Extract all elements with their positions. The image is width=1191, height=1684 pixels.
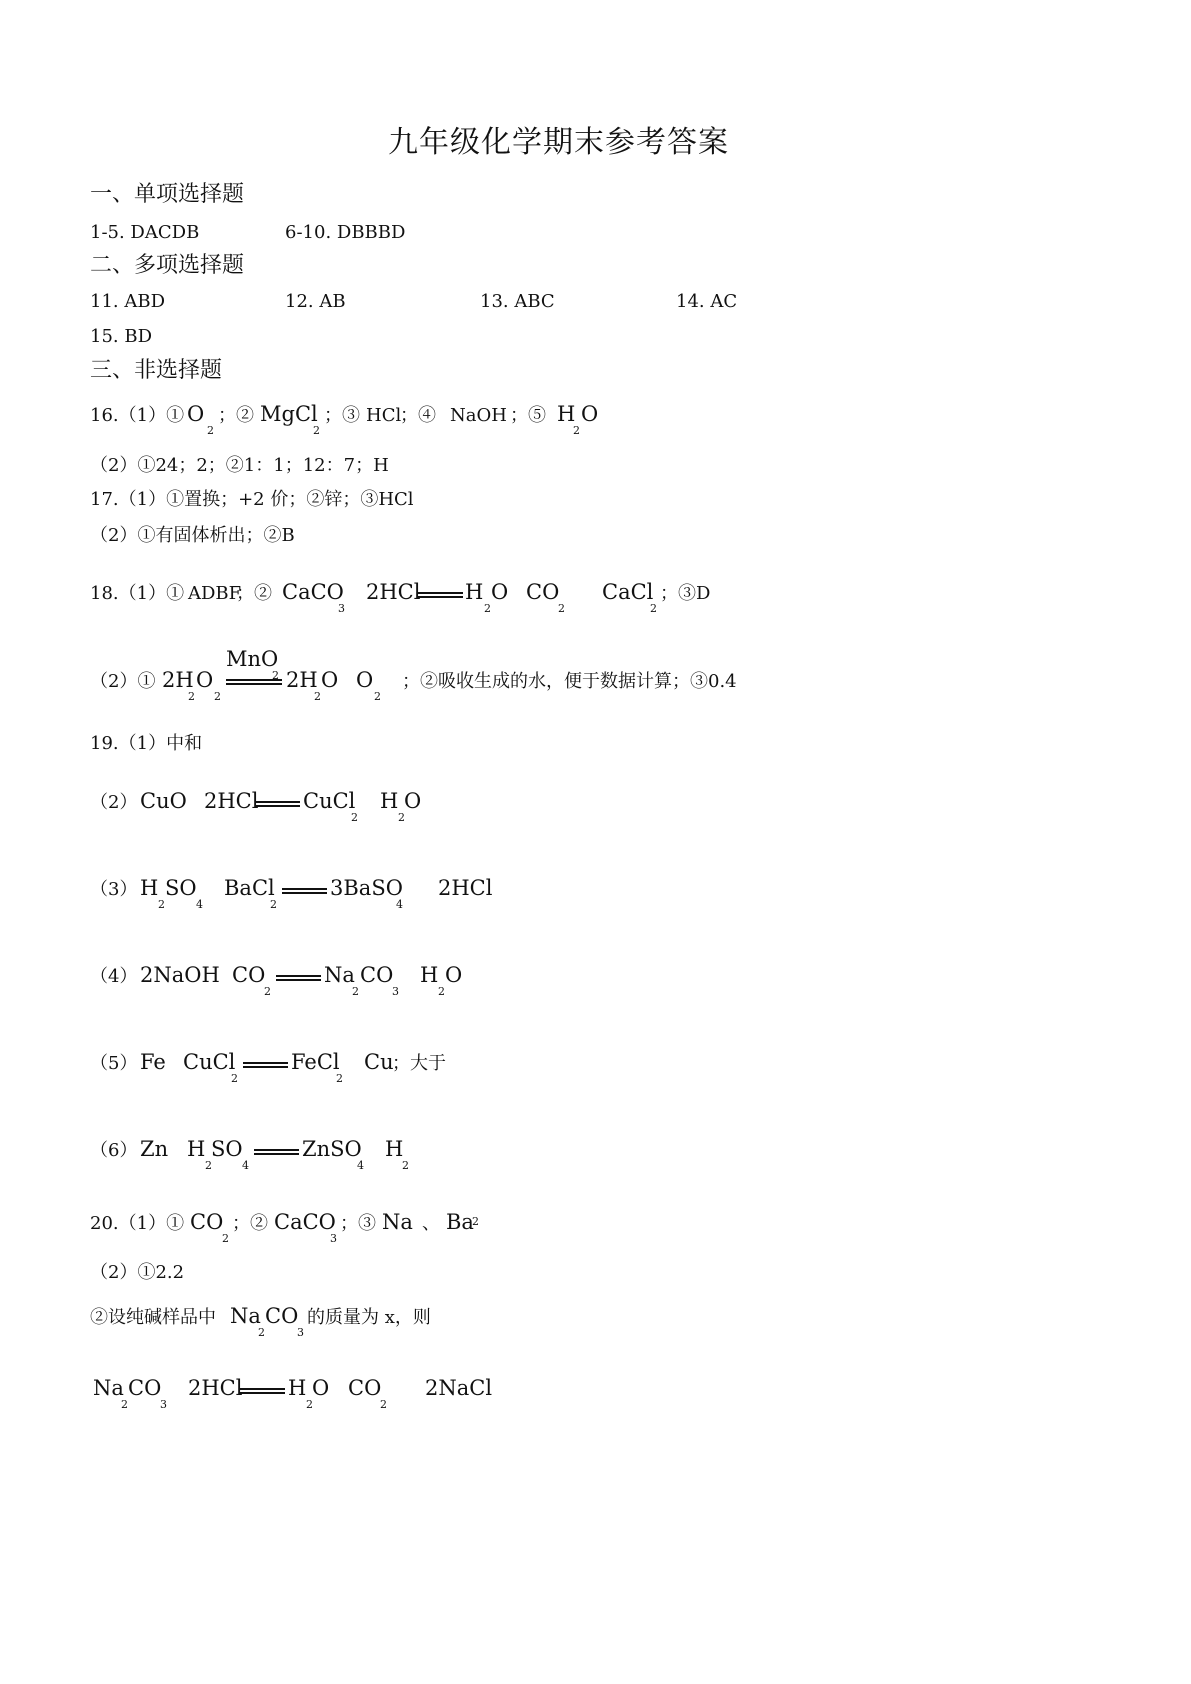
- separator: ；②: [218, 405, 254, 426]
- q20-number: 20.（1）①: [90, 1213, 185, 1234]
- catalyst-mno: MnO: [226, 647, 279, 671]
- formula-h: H: [385, 1137, 404, 1161]
- formula-h: H: [187, 1137, 206, 1161]
- subscript: 2: [258, 1326, 265, 1339]
- section-heading-single-choice: 一、单项选择题: [90, 182, 245, 207]
- formula-co: CO: [265, 1304, 299, 1328]
- equals-sign: [417, 592, 463, 598]
- subscript: 4: [242, 1159, 249, 1172]
- formula-co: CO: [526, 580, 560, 604]
- separator: 、: [422, 1213, 440, 1234]
- formula-so: SO: [165, 876, 197, 900]
- formula-cucl: CuCl: [183, 1050, 236, 1074]
- q19-label-6: （6）: [90, 1140, 138, 1161]
- subscript: 4: [396, 898, 403, 911]
- subscript: 2: [380, 1398, 387, 1411]
- subscript: 2: [398, 811, 405, 824]
- formula-cucl: CuCl: [303, 789, 356, 813]
- separator: ；②: [232, 1213, 268, 1234]
- formula-2hcl: 2HCl: [204, 789, 259, 813]
- subscript: 2: [438, 985, 445, 998]
- section-heading-multi-choice: 二、多项选择题: [90, 253, 245, 278]
- formula-znso: ZnSO: [302, 1137, 362, 1161]
- q18-end: ；③D: [660, 583, 711, 604]
- formula-o: O: [321, 668, 339, 692]
- formula-o: O: [491, 580, 509, 604]
- formula-o: O: [445, 963, 463, 987]
- subscript: 2: [351, 811, 358, 824]
- equals-sign: [255, 801, 300, 807]
- formula-o: O: [581, 402, 599, 426]
- answer-14: 14. AC: [676, 291, 738, 312]
- subscript: 2: [650, 602, 657, 615]
- subscript: 2: [306, 1398, 313, 1411]
- subscript: 3: [338, 602, 345, 615]
- formula-cuo: CuO: [140, 789, 187, 813]
- formula-2h: 2H: [162, 668, 194, 692]
- separator: ；②: [236, 583, 272, 604]
- equals-sign: [276, 975, 321, 981]
- answer-6-10: 6-10. DBBBD: [285, 222, 406, 243]
- formula-3baso: 3BaSO: [330, 876, 403, 900]
- formula-h: H: [380, 789, 399, 813]
- subscript: 2: [573, 424, 580, 437]
- q17-part1: 17.（1）①置换；+2 价；②锌；③HCl: [90, 489, 414, 510]
- q19-part5-end: ；大于: [392, 1053, 446, 1074]
- formula-o: O: [196, 668, 214, 692]
- subscript: 2: [374, 690, 381, 703]
- q20-text-b: 的质量为 x，则: [307, 1307, 431, 1328]
- subscript: 2: [272, 669, 279, 682]
- answer-13: 13. ABC: [480, 291, 555, 312]
- formula-naoh: NaOH: [450, 405, 507, 426]
- q16-part2: （2）①24；2；②1：1；12：7；H: [90, 455, 389, 476]
- equals-sign: [254, 1149, 299, 1155]
- subscript: 3: [392, 985, 399, 998]
- formula-2hcl: 2HCl: [366, 580, 421, 604]
- equals-sign: [240, 1388, 285, 1394]
- formula-na: Na: [230, 1304, 261, 1328]
- separator: ；③: [340, 1213, 376, 1234]
- subscript: 2: [207, 424, 214, 437]
- subscript: 3: [297, 1326, 304, 1339]
- answer-adbf: ADBF: [188, 583, 242, 604]
- formula-co: CO: [190, 1210, 224, 1234]
- formula-o: O: [187, 402, 205, 426]
- formula-caco: CaCO: [274, 1210, 336, 1234]
- answer-11: 11. ABD: [90, 291, 166, 312]
- subscript: 4: [196, 898, 203, 911]
- formula-cacl: CaCl: [602, 580, 654, 604]
- formula-h: H: [288, 1376, 307, 1400]
- q20-part2: （2）①2.2: [90, 1262, 185, 1283]
- formula-o: O: [356, 668, 374, 692]
- formula-co: CO: [360, 963, 394, 987]
- formula-o: O: [404, 789, 422, 813]
- q20-text-a: ②设纯碱样品中: [90, 1307, 216, 1328]
- q19-label-3: （3）: [90, 879, 138, 900]
- q19-part1: 19.（1）中和: [90, 733, 203, 754]
- page-title: 九年级化学期末参考答案: [388, 125, 729, 160]
- formula-h: H: [465, 580, 484, 604]
- subscript: 2: [558, 602, 565, 615]
- separator: ；③: [324, 405, 360, 426]
- formula-ba: Ba: [446, 1210, 474, 1234]
- formula-na: Na: [93, 1376, 124, 1400]
- subscript: 4: [357, 1159, 364, 1172]
- subscript: 2: [314, 690, 321, 703]
- equals-sign: [243, 1062, 288, 1068]
- formula-2naoh: 2NaOH: [140, 963, 220, 987]
- formula-so: SO: [211, 1137, 243, 1161]
- q18-part2-label: （2）①: [90, 671, 156, 692]
- formula-o: O: [312, 1376, 330, 1400]
- formula-fe: Fe: [140, 1050, 166, 1074]
- formula-2h: 2H: [286, 668, 318, 692]
- subscript: 2: [313, 424, 320, 437]
- formula-bacl: BaCl: [224, 876, 275, 900]
- q18-number: 18.（1）①: [90, 583, 185, 604]
- equals-sign: [282, 888, 327, 894]
- subscript: 2: [264, 985, 271, 998]
- formula-h: H: [140, 876, 159, 900]
- formula-2nacl: 2NaCl: [425, 1376, 493, 1400]
- separator: ；⑤: [510, 405, 546, 426]
- formula-h: H: [557, 402, 576, 426]
- equals-sign: [226, 679, 282, 685]
- q19-label-4: （4）: [90, 966, 138, 987]
- formula-co: CO: [348, 1376, 382, 1400]
- superscript: 2: [472, 1215, 479, 1228]
- q16-number: 16.（1）①: [90, 405, 185, 426]
- formula-2hcl: 2HCl: [188, 1376, 243, 1400]
- subscript: 3: [330, 1232, 337, 1245]
- subscript: 2: [231, 1072, 238, 1085]
- formula-h: H: [420, 963, 439, 987]
- subscript: 2: [402, 1159, 409, 1172]
- subscript: 2: [270, 898, 277, 911]
- formula-caco: CaCO: [282, 580, 344, 604]
- formula-na: Na: [324, 963, 355, 987]
- subscript: 3: [160, 1398, 167, 1411]
- q17-part2: （2）①有固体析出；②B: [90, 525, 295, 546]
- subscript: 2: [205, 1159, 212, 1172]
- subscript: 2: [352, 985, 359, 998]
- separator: ；④: [400, 405, 436, 426]
- q19-label-2: （2）: [90, 792, 138, 813]
- answer-15: 15. BD: [90, 326, 153, 347]
- subscript: 2: [158, 898, 165, 911]
- subscript: 2: [336, 1072, 343, 1085]
- formula-cu: Cu: [364, 1050, 394, 1074]
- formula-2hcl: 2HCl: [438, 876, 493, 900]
- formula-zn: Zn: [140, 1137, 169, 1161]
- subscript: 2: [214, 690, 221, 703]
- subscript: 2: [484, 602, 491, 615]
- formula-fecl: FeCl: [291, 1050, 340, 1074]
- formula-na: Na: [382, 1210, 413, 1234]
- q19-label-5: （5）: [90, 1053, 138, 1074]
- answer-12: 12. AB: [285, 291, 346, 312]
- answer-1-5: 1-5. DACDB: [90, 222, 200, 243]
- subscript: 2: [188, 690, 195, 703]
- formula-mgcl: MgCl: [260, 402, 318, 426]
- subscript: 2: [121, 1398, 128, 1411]
- subscript: 2: [222, 1232, 229, 1245]
- formula-hcl: HCl: [366, 405, 402, 426]
- section-heading-non-choice: 三、非选择题: [90, 358, 223, 383]
- formula-co: CO: [232, 963, 266, 987]
- q18-part2-rest: ；②吸收生成的水，便于数据计算；③0.4: [402, 671, 737, 692]
- formula-co: CO: [128, 1376, 162, 1400]
